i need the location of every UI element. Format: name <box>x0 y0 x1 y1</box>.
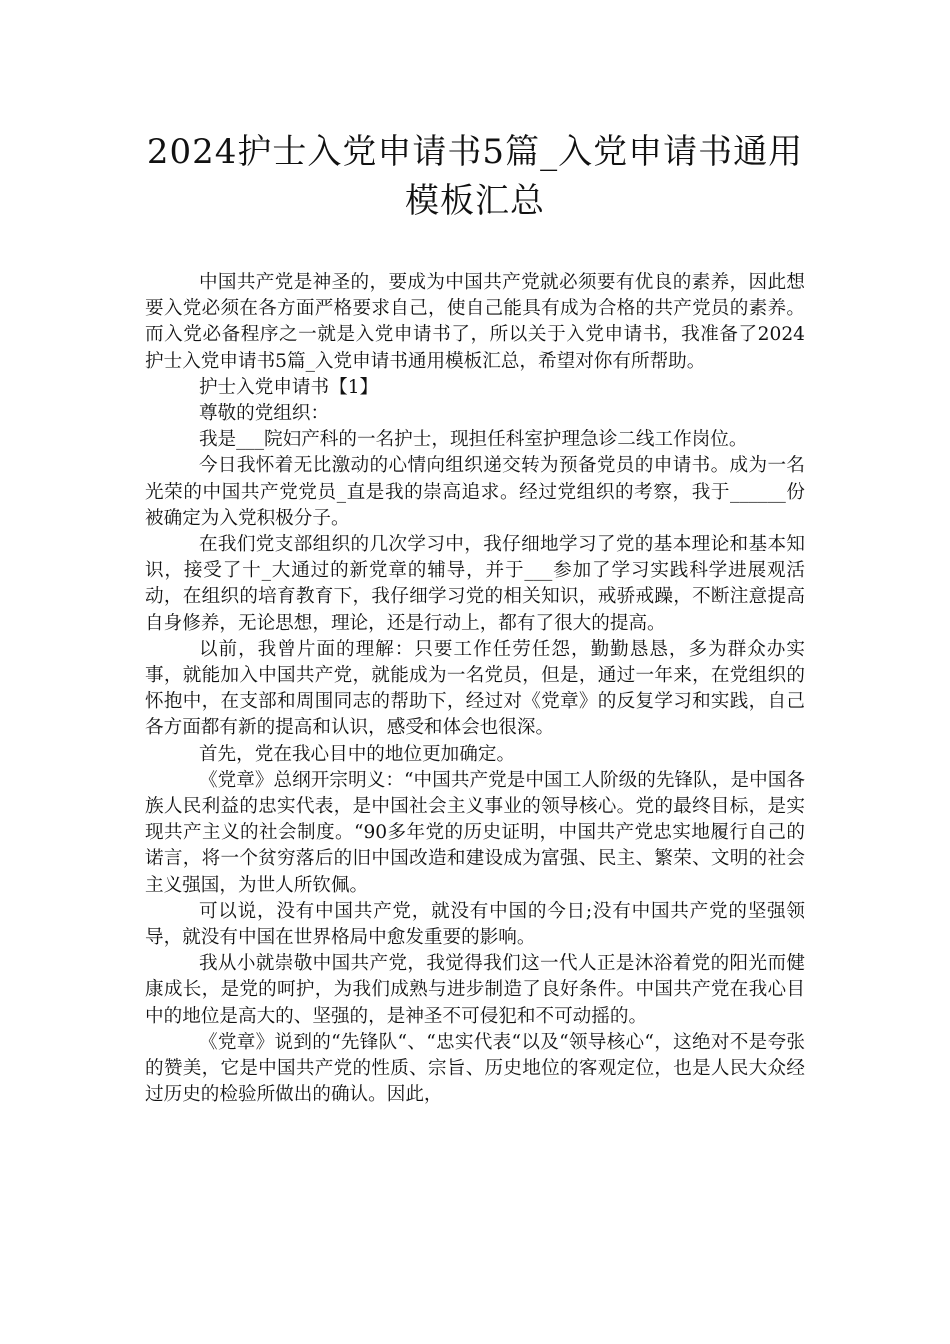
paragraph: 《党章》总纲开宗明义：“中国共产党是中国工人阶级的先锋队，是中国各族人民利益的忠实代表，是中国社会主义事业的领导核心。党的最终目标，是实现共产主义的社会制度。“90多年党的历史证明，中国共产党忠实地履行自己的诺言，将一个贫穷落后的旧中国改造和建设成为富强、民主、繁荣、文明的社会主义强国，为世人所钦佩。 <box>145 769 805 896</box>
paragraph: 在我们党支部组织的几次学习中，我仔细地学习了党的基本理论和基本知识，接受了十_大通过的新党章的辅导，并于___参加了学习实践科学进展观活动，在组织的培育教育下，我仔细学习党的相关知识，戒骄戒躁，不断注意提高自身修养，无论思想，理论，还是行动上，都有了很大的提高。 <box>145 534 805 634</box>
paragraph: 首先，党在我心目中的地位更加确定。 <box>198 743 516 765</box>
paragraph: 《党章》说到的“先锋队“、“忠实代表“以及“领导核心“，这绝对不是夸张的赞美，它是中国共产党的性质、宗旨、历史地位的客观定位，也是人民大众经过历史的检验所做出的确认。因此， <box>145 1031 805 1106</box>
paragraph: 我从小就崇敬中国共产党，我觉得我们这一代人正是沐浴着党的阳光而健康成长，是党的呵护，为我们成熟与进步制造了良好条件。中国共产党在我心目中的地位是高大的、坚强的，是神圣不可侵犯和不可动摇的。 <box>145 953 805 1027</box>
intro-paragraph: 中国共产党是神圣的，要成为中国共产党就必须要有优良的素养，因此想要入党必须在各方面严格要求自己，使自己能具有成为合格的共产党员的素养。而入党必备程序之一就是入党申请书了，所以关于入党申请书，我准备了2024护士入党申请书5篇_入党申请书通用模板汇总，希望对你有所帮助。 <box>145 272 805 372</box>
salutation: 尊敬的党组织： <box>198 403 330 425</box>
paragraph: 我是___院妇产科的一名护士，现担任科室护理急诊二线工作岗位。 <box>198 429 748 451</box>
paragraph: 以前，我曾片面的理解：只要工作任劳任怨，勤勤恳恳，多为群众办实事，就能加入中国共产党，就能成为一名党员，但是，通过一年来，在党组织的怀抱中，在支部和周围同志的帮助下，经过对《党章》的反复学习和实践，自己各方面都有新的提高和认识，感受和体会也很深。 <box>145 638 805 739</box>
section-heading: 护士入党申请书【1】 <box>198 376 379 398</box>
document-body <box>145 270 805 1109</box>
paragraph: 今日我怀着无比激动的心情向组织递交转为预备党员的申请书。成为一名光荣的中国共产党党员_直是我的崇高追求。经过党组织的考察，我于______份被确定为入党积极分子。 <box>145 455 805 529</box>
document-title-line-2: 模板汇总 <box>405 181 545 221</box>
paragraph: 可以说，没有中国共产党，就没有中国的今日;没有中国共产党的坚强领导，就没有中国在世界格局中愈发重要的影响。 <box>145 900 805 949</box>
document-title <box>120 128 830 226</box>
document-title-line-1: 2024护士入党申请书5篇_入党申请书通用 <box>146 132 804 172</box>
